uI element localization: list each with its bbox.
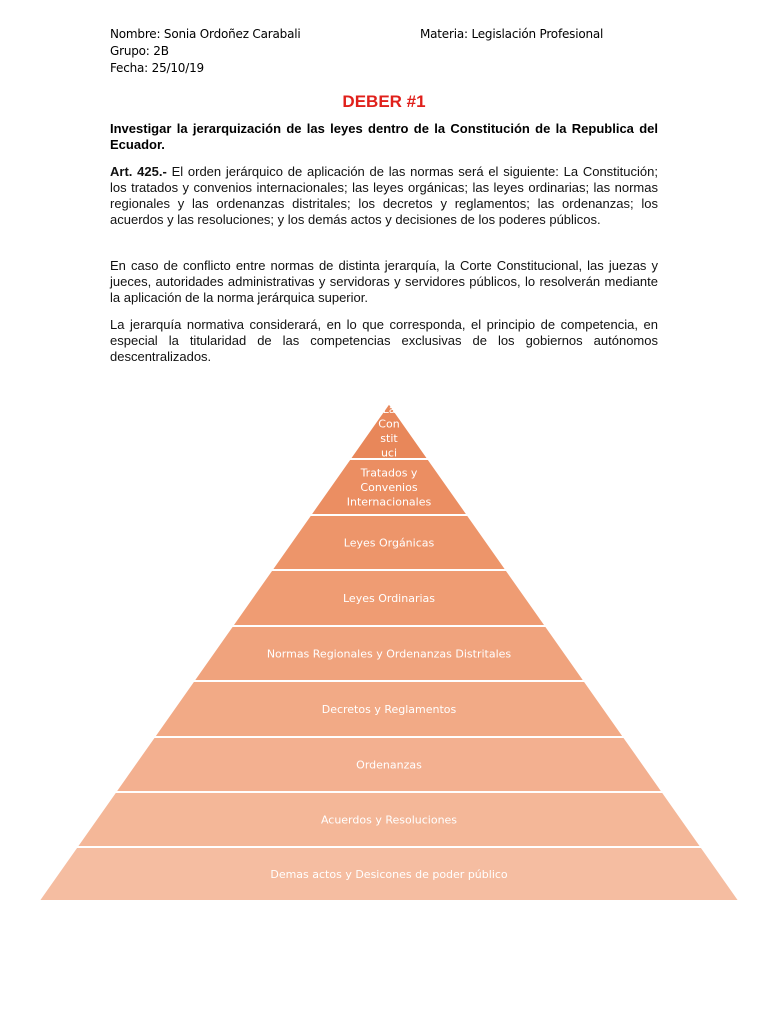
pyramid-level-label: La	[382, 403, 396, 416]
pyramid-level-label: Tratados y	[360, 466, 418, 480]
pyramid-level-label: Decretos y Reglamentos	[321, 703, 457, 716]
article-text: El orden jerárquico de aplicación de las normas será el siguiente: La Constitución; los tratados y convenios internacionales; las leyes orgánicas; las leyes ordinarias; las normas regionales y las ordenanzas distritales; los decretos y reglamentos; las ordenanzas; los acuerdos y las resoluciones; y los demás actos y decisiones de los poderes públicos.	[110, 164, 658, 227]
pyramid-level-label: Internacionales	[346, 495, 432, 509]
pyramid-level-4	[232, 570, 546, 626]
pyramid-level-label: uci	[380, 446, 398, 460]
article-label: Art. 425.-	[110, 164, 167, 179]
pyramid-level-label: Ordenanzas	[356, 758, 422, 772]
pyramid-level-label: Acuerdos y Resoluciones	[320, 813, 458, 827]
pyramid-level-5	[193, 626, 584, 681]
pyramid-level-label: Leyes Orgánicas	[343, 536, 435, 550]
conflict-paragraph: En caso de conflicto entre normas de distinta jerarquía, la Corte Constitucional, las juezas y jueces, autoridades administrativas y servidoras y servidores públicos, lo resolverán mediante la aplicación de la norma jerárquica superior.	[110, 258, 658, 305]
pyramid-level-label: Convenios	[360, 481, 418, 494]
pyramid-level-8	[77, 792, 702, 847]
pyramid-level-label: Con	[378, 417, 400, 431]
pyramid-level-label: Leyes Ordinarias	[343, 592, 435, 605]
pyramid-level-9	[39, 847, 740, 901]
pyramid-level-3	[271, 515, 506, 570]
subject-label: Materia: Legislación Profesional	[420, 27, 604, 41]
pyramid-level-7	[115, 737, 663, 792]
group-label: Grupo: 2B	[110, 44, 169, 58]
pyramid-level-6	[154, 681, 624, 737]
pyramid-level-label: stit	[380, 432, 398, 445]
date-label: Fecha: 25/10/19	[110, 61, 204, 75]
student-name: Nombre: Sonia Ordoñez Carabali	[110, 27, 301, 41]
pyramid-level-2	[310, 459, 468, 515]
competence-paragraph: La jerarquía normativa considerará, en lo que corresponda, el principio de competencia, en especial la titularidad de las competencias exclusivas de los gobiernos autónomos descentralizados.	[110, 317, 658, 364]
pyramid-level-label: Demas actos y Desicones de poder público	[270, 868, 508, 881]
document-title: DEBER #1	[342, 92, 426, 111]
pyramid-level-1	[350, 403, 429, 460]
pyramid-level-label: Normas Regionales y Ordenanzas Distritales	[266, 647, 512, 661]
task-statement: Investigar la jerarquización de las leyes dentro de la Constitución de la Republica del Ecuador.	[110, 121, 658, 152]
